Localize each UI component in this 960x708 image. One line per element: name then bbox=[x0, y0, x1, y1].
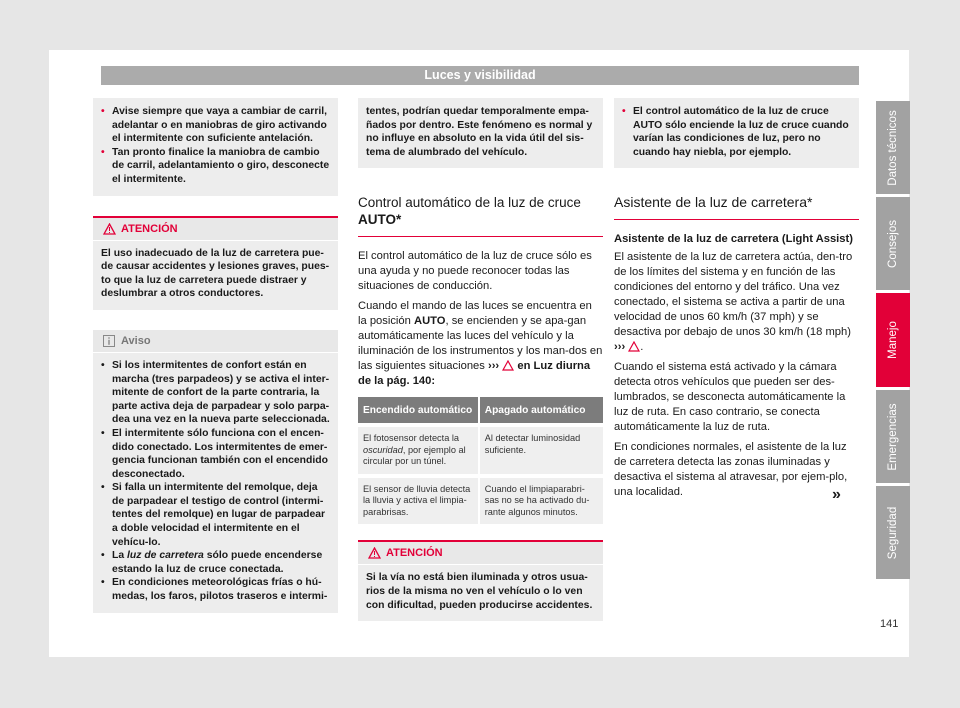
bullet-icon: • bbox=[101, 146, 105, 158]
list-item: • Si falla un intermitente del remolque, deja de parpadear el testigo de control (intermi-tentes del remolque) en lugar de parpadear a doble velocidad el intermitente en el vehícu-lo. bbox=[101, 482, 326, 548]
cross-reference-arrow[interactable]: ››› bbox=[614, 341, 626, 354]
bullet-icon: • bbox=[101, 359, 105, 371]
list-item: • Si los intermitentes de confort están en marcha (tres parpadeos) y se activa el inter-mitente de confort de la parte contraria, la parte activa deja de parpadear y solo parpa-dea una vez en la nueva parte seleccionada. bbox=[101, 359, 330, 426]
tip-box bbox=[93, 98, 338, 196]
table-row: El sensor de lluvia detecta la lluvia y activa el limpia-parabrisas. Cuando el limpiaparabri-sas no se ha activado du-rante algunos minutos. bbox=[358, 478, 603, 525]
subheading: Asistente de la luz de carretera (Light Assist) bbox=[614, 233, 853, 246]
tab-emergencias[interactable]: Emergencias bbox=[876, 390, 910, 483]
column-1 bbox=[93, 98, 338, 613]
tab-seguridad[interactable]: Seguridad bbox=[876, 486, 910, 579]
auto-light-table bbox=[358, 397, 603, 524]
bullet-icon: • bbox=[622, 106, 626, 117]
note-header: Aviso bbox=[93, 330, 338, 353]
list-item: • El intermitente sólo funciona con el encen-dido conectado. Los intermitentes de emer-gencia funcionan también con el encendido desconectado. bbox=[101, 427, 328, 480]
info-icon bbox=[103, 335, 115, 347]
bullet-icon: • bbox=[101, 482, 105, 494]
table-row: El fotosensor detecta la oscuridad, por ejemplo al circular por un túnel. Al detectar luminosidad suficiente. bbox=[358, 427, 603, 474]
column-3 bbox=[614, 98, 859, 505]
page-reference-link[interactable]: en Luz diurna de la pág. 140: bbox=[358, 360, 591, 388]
note-box bbox=[93, 353, 338, 613]
list-item: • El control automático de la luz de cruce AUTO sólo enciende la luz de cruce cuando varían las condiciones de luz, pero no cuando hay niebla, por ejemplo. bbox=[622, 106, 849, 158]
section-body: El control automático de la luz de cruce sólo es una ayuda y no puede reconocer todas las situaciones de conducción. Cuando el mando de las luces se encuentra en la posición AUTO, se encienden y se apa-gan automáticamente las luces del vehículo y la iluminación de los instrumentos y los man-dos en las siguientes situaciones ››› en Luz diurna de la pág. 140: bbox=[358, 250, 603, 388]
warning-triangle-icon bbox=[368, 547, 381, 559]
page-header: Luces y visibilidad bbox=[101, 66, 859, 85]
continued-mark: » bbox=[832, 486, 841, 503]
list-item: • La luz de carretera sólo puede encenderse estando la luz de cruce conectada. bbox=[101, 550, 323, 575]
warning-box: El uso inadecuado de la luz de carretera pue-de causar accidentes y lesiones graves, pues-to que la luz de carretera puede distraer y deslumbrar a otros conductores. bbox=[93, 241, 338, 310]
bullet-icon: • bbox=[101, 577, 105, 589]
column-2 bbox=[358, 98, 603, 621]
bullet-icon: • bbox=[101, 550, 105, 562]
list-item: • En condiciones meteorológicas frías o hú-medas, los faros, pilotos traseros e intermi- bbox=[101, 577, 328, 603]
list-item: • Avise siempre que vaya a cambiar de carril, adelantar o en maniobras de giro activando el intermitente con suficiente antelación. bbox=[101, 106, 328, 145]
table-header: Apagado automático bbox=[479, 397, 603, 423]
table-header: Encendido automático bbox=[358, 397, 479, 423]
tab-consejos[interactable]: Consejos bbox=[876, 197, 910, 290]
page-number: 141 bbox=[880, 618, 899, 630]
note-box-continued: tentes, podrían quedar temporalmente empa-ñados por dentro. Este fenómeno es normal y no influye en absoluto en la vida útil del sis-tema de alumbrado del vehículo. bbox=[358, 98, 603, 168]
section-title: Asistente de la luz de carretera* bbox=[614, 194, 859, 220]
warning-triangle-icon bbox=[628, 341, 640, 352]
warning-triangle-icon bbox=[502, 360, 514, 371]
section-body: Asistente de la luz de carretera (Light Assist) El asistente de la luz de carretera actúa, den-tro de los límites del sistema y en función de las condiciones del entorno y del tráfico. Una vez conectado, el sistema se activa a partir de una velocidad de unos 60 km/h (37 mph) y se desactiva por debajo de unos 30 km/h (18 mph) ››› . Cuando el sistema está activado y la cámara detecta otros vehículos que pueden ser des-lumbrados, se desconecta automáticamente la luz de ruta. En caso contrario, se conecta automáticamente la luz de ruta. En condiciones normales, el asistente de la luz de carretera detecta las zonas iluminadas y desactiva el sistema al atravesar, por ejem-plo, una localidad. bbox=[614, 232, 859, 500]
bullet-icon: • bbox=[101, 106, 105, 117]
cross-reference-arrow[interactable]: ››› bbox=[487, 360, 500, 373]
tip-box bbox=[614, 98, 859, 168]
warning-triangle-icon bbox=[103, 223, 116, 235]
section-title: Control automático de la luz de cruce AUTO* bbox=[358, 194, 603, 237]
warning-box: Si la vía no está bien iluminada y otros usua-rios de la misma no ven el vehículo o lo ven con dificultad, pueden producirse accidentes. bbox=[358, 565, 603, 621]
bullet-icon: • bbox=[101, 427, 105, 439]
tab-manejo[interactable]: Manejo bbox=[876, 293, 910, 387]
warning-header: ATENCIÓN bbox=[93, 218, 338, 241]
list-item: • Tan pronto finalice la maniobra de cambio de carril, adelantamiento o giro, desconecte el intermitente. bbox=[101, 146, 330, 185]
tab-datos-tecnicos[interactable]: Datos técnicos bbox=[876, 101, 910, 194]
chapter-tabs bbox=[876, 101, 910, 582]
warning-header: ATENCIÓN bbox=[358, 542, 603, 565]
